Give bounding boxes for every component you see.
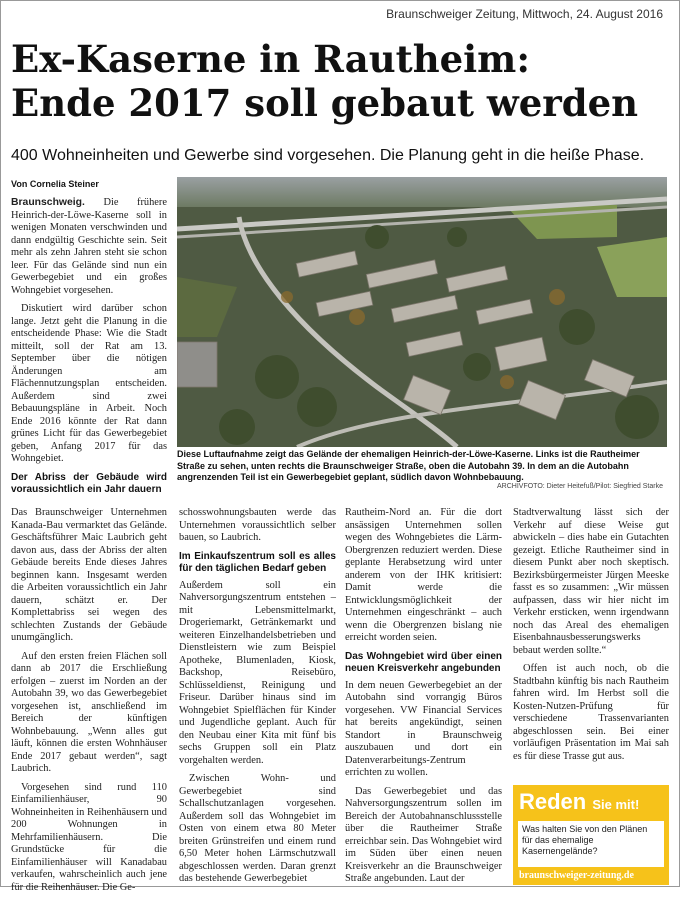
paragraph: Zwischen Wohn- und Gewerbegebiet sind Schallschutzanlagen vorgesehen. Außerdem soll das Wohngebiet im Osten von einem etwa 80 Meter breiten Grünstreifen und einem rund 6,50 Meter hohen Lärmschutzwall abgeschlossen werden. Daran grenzt das bestehende Gewerbegebiet (179, 773, 336, 884)
headline-line-1: Ex-Kaserne in Rautheim: (11, 37, 530, 81)
paragraph: Das Gewerbegebiet und das Nahversorgungszentrum sollen im Bereich der Autobahnanschlussstelle über die Rautheimer Straße erreichbar sein. Das Wohngebiet wird im Süden über einen neuen Kreisverkehr an die Braunschweiger Straße angebunden. Laut der (345, 785, 502, 884)
article-column-1b (11, 507, 167, 900)
dateline: Braunschweig. (11, 197, 85, 208)
article-column-1 (11, 197, 167, 501)
teaser-headline-main: Reden (519, 789, 587, 814)
teaser-headline (519, 789, 639, 815)
paragraph: Stadtverwaltung lässt sich der Verkehr auf diese Weise gut abwickeln – dies habe ein Gutachten gezeigt. Etliche Rautheimer sind in diesem Punkt aber noch skeptisch. Bezirksbürgermeister Jürgen Meeske fasst es so zusammen: „Wir müssen aufpassen, dass wir hier nicht im Verkehr ersticken, wenn irgendwann noch das Areal des ehemaligen Eisenbahnausbesserungswerks bebaut werden sollte.“ (513, 507, 669, 656)
teaser-url-link[interactable]: braunschweiger-zeitung.de (519, 870, 634, 881)
paragraph: Diskutiert wird darüber schon lange. Jetzt geht die Planung in die entscheidende Phase: Wie die Stadt mitteilt, soll der Rat am 13. September über die nötigen Änderungen am Flächennutzungsplan entscheiden. Außerdem sind zwei Bebauungspläne in Arbeit. Noch Ende 2016 könnte der Rat dann grünes Licht für das Gewerbegebiet geben, Anfang 2017 für das Wohngebiet. (11, 303, 167, 464)
paragraph: Rautheim-Nord an. Für die dort ansässigen Unternehmen sollen wegen des Wohngebietes die Lärm-Obergrenzen reduziert werden. Diese geplante Herabsetzung wird unter anderem von der IHK kritisiert: Damit werde die Entwicklungsmöglichkeit der Unternehmen eingeschränkt – auch wenn die Obergrenzen bislang nie erreicht worden seien. (345, 507, 502, 643)
article-column-4 (513, 507, 669, 769)
byline: Von Cornelia Steiner (11, 179, 99, 189)
paragraph: In dem neuen Gewerbegebiet an der Autobahn sind vorrangig Büros vorgesehen. VW Financial Services hat bereits angekündigt, seinen Standort in Braunschweig auszubauen und dort ein Datenverarbeitungs-Zentrum errichten zu wollen. (345, 679, 502, 778)
article-column-2 (179, 507, 336, 892)
aerial-photo-illustration (177, 177, 667, 447)
photo-caption: Diese Luftaufnahme zeigt das Gelände der ehemaligen Heinrich-der-Löwe-Kaserne. Links ist die Rautheimer Straße zu sehen, unten rechts die Braunschweiger Straße, oben die Autobahn 39. In dem an die Autobahn angrenzenden Teil ist ein Gewerbegebiet geplant, südlich davon Wohnbebauung. (177, 449, 640, 482)
teaser-question: Was halten Sie von den Plänen für das ehemalige Kasernengelände? (518, 821, 664, 867)
crosshead: Der Abriss der Gebäude wird voraussichtlich ein Jahr dauern (11, 471, 167, 495)
headline (11, 37, 651, 125)
headline-line-2: Ende 2017 soll gebaut werden (11, 81, 639, 125)
masthead: Braunschweiger Zeitung, Mittwoch, 24. August 2016 (386, 7, 663, 21)
paragraph: schosswohnungsbauten werde das Unternehmen voraussichtlich selber bauen, so Laubrich. (179, 507, 336, 543)
crosshead: Im Einkaufszentrum soll es alles für den täglichen Bedarf geben (179, 550, 336, 574)
paragraph: Vorgesehen sind rund 110 Einfamilienhäuser, 90 Wohneinheiten in Reihenhäusern und 200 Wohnungen in Mehrfamilienhäusern. Die Grundstücke für die Einfamilienhäuser will Kanadabau verkaufen, wahrscheinlich auch jene für die Reihenhäuser. Die Ge- (11, 781, 167, 893)
teaser-headline-small: Sie mit! (592, 797, 640, 812)
photo-credit: ARCHIVFOTO: Dieter Heitefuß/Pilot: Siegfried Starke (497, 483, 663, 490)
reader-feedback-teaser[interactable] (513, 785, 669, 885)
aerial-photo (177, 177, 667, 447)
crosshead: Das Wohngebiet wird über einen neuen Kreisverkehr angebunden (345, 650, 502, 674)
paragraph: Die frühere Heinrich-der-Löwe-Kaserne soll in wenigen Monaten verschwinden und dann endgültig Geschichte sein. Seit mehr als zehn Jahren steht sie schon leer. Für das Gelände sind nun ein Gewerbegebiet und ein großes Wohngebiet vorgesehen. (11, 197, 167, 296)
paragraph: Das Braunschweiger Unternehmen Kanada-Bau vermarktet das Gelände. Geschäftsführer Maic Laubrich geht davon aus, dass der Abriss der alten Gebäude bereits Ende dieses Jahres beginnen kann. Insgesamt werden die Arbeiten voraussichtlich ein Jahr dauern, schätzt er. Der Komplettabriss sei wegen des schlechten Zustands der Gebäude unumgänglich. (11, 507, 167, 643)
article-column-3 (345, 507, 502, 892)
subheadline: 400 Wohneinheiten und Gewerbe sind vorgesehen. Die Planung geht in die heiße Phase. (11, 147, 645, 164)
paragraph: Auf den ersten freien Flächen soll dann ab 2017 die Erschließung erfolgen – zuerst im Norden an der Autobahn 39, wo das Gewerbegebiet vorgesehen ist, anschließend im Bereich der künftigen Wohnbebauung. „Wenn alles gut läuft, können die ersten Wohnhäuser Ende 2017 gebaut werden“, sagt Laubrich. (11, 650, 167, 774)
paragraph: Außerdem soll ein Nahversorgungszentrum entstehen – mit Lebensmittelmarkt, Drogeriemarkt, Getränkemarkt und weiteren Einzelhandelsbetrieben und Dienstleistern wie zum Beispiel Apotheke, Blumenladen, Kiosk, Backshop, Reisebüro, Schlüsseldienst, Reinigung und Friseur. Darüber hinaus sind im Wohngebiet Spielflächen für Kinder und Jugendliche geplant. Auch für den Neubau einer Kita mit fünf bis sechs Gruppen soll ein Platz vorgehalten werden. (179, 579, 336, 766)
paragraph: Offen ist auch noch, ob die Stadtbahn künftig bis nach Rautheim fahren wird. Im Herbst soll die Kosten-Nutzen-Prüfung für verschiedene Trassenvarianten abgeschlossen sein. Bei einer vorläufigen Präsentation im Mai sah es für diese Trasse gut aus. (513, 663, 669, 762)
